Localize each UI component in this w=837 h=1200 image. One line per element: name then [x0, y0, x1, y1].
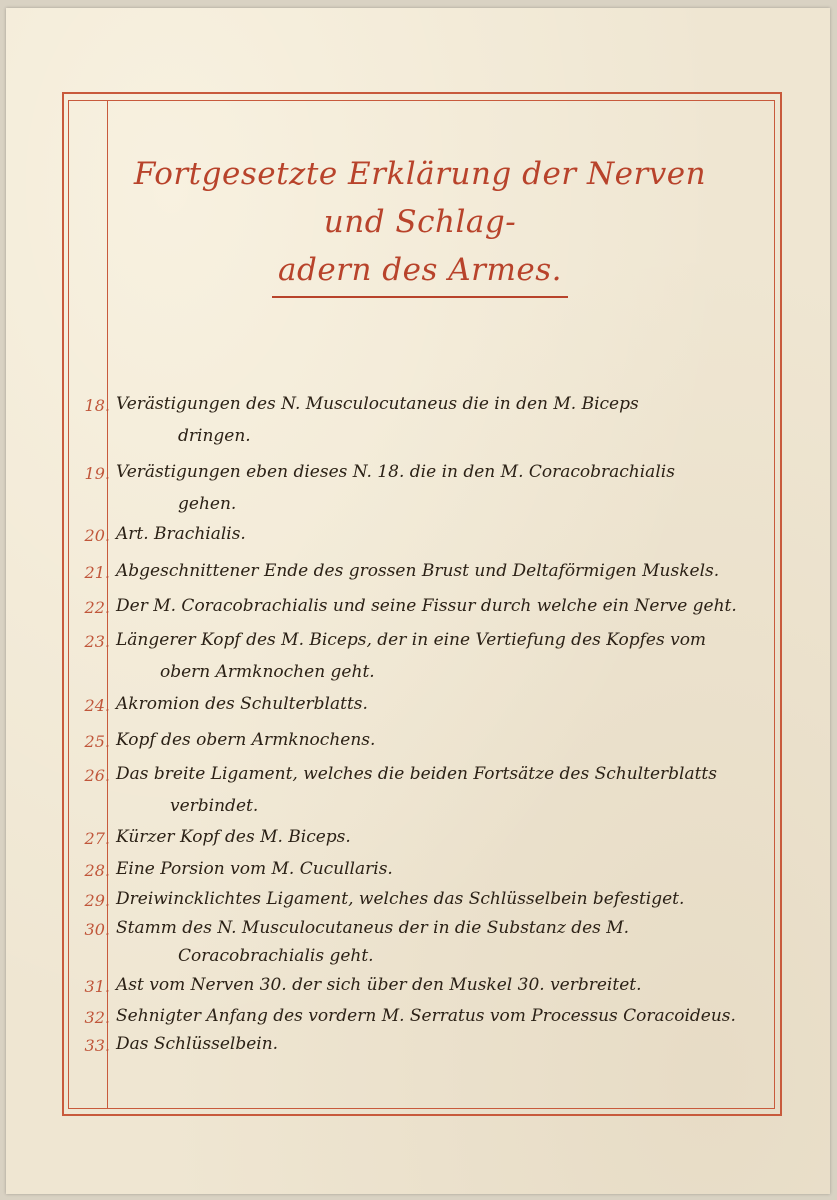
entry-text: Das breite Ligament, welches die beiden Fortsätze des Schulterblatts [116, 764, 717, 784]
entry-text: Eine Porsion vom M. Cucullaris. [116, 859, 393, 879]
entry-number: 21. [84, 563, 110, 582]
entry-number: 27. [84, 829, 110, 848]
entry-number: 26. [84, 766, 110, 785]
entry-text: Dreiwincklichtes Ligament, welches das Schlüsselbein befestiget. [116, 889, 685, 909]
entry-continuation: obern Armknochen geht. [160, 662, 375, 682]
entry-text: Verästigungen eben dieses N. 18. die in den M. Coracobrachialis [116, 462, 675, 482]
entry-number: 30. [84, 920, 110, 939]
entry-text: Stamm des N. Musculocutaneus der in die Substanz des M. [116, 918, 630, 938]
entry-continuation: Coracobrachialis geht. [178, 946, 374, 966]
entry-number: 18. [84, 396, 110, 415]
entry-text: Sehnigter Anfang des vordern M. Serratus vom Processus Coracoideus. [116, 1006, 736, 1026]
entry-text: Akromion des Schulterblatts. [116, 694, 368, 714]
entry-number: 25. [84, 732, 110, 751]
entry-continuation: verbindet. [170, 796, 259, 816]
entry-number: 23. [84, 632, 110, 651]
entry-text: Kürzer Kopf des M. Biceps. [116, 827, 351, 847]
entry-text: Ast vom Nerven 30. der sich über den Muskel 30. verbreitet. [116, 975, 642, 995]
entry-number: 22. [84, 598, 110, 617]
entry-text: Verästigungen des N. Musculocutaneus die in den M. Biceps [116, 394, 639, 414]
entry-number: 29. [84, 891, 110, 910]
entry-text: Abgeschnittener Ende des grossen Brust und Deltaförmigen Muskels. [116, 561, 720, 581]
entry-text: Der M. Coracobrachialis und seine Fissur durch welche ein Nerve geht. [116, 596, 737, 616]
title-line-1: Fortgesetzte Erklärung der Nerven und Schlag- [133, 156, 707, 240]
entry-number: 24. [84, 696, 110, 715]
entry-continuation: dringen. [178, 426, 251, 446]
entry-number: 31. [84, 977, 110, 996]
entry-number: 33. [84, 1036, 110, 1055]
entry-number: 32. [84, 1008, 110, 1027]
entry-text: Längerer Kopf des M. Biceps, der in eine Vertiefung des Kopfes vom [116, 630, 707, 650]
entry-text: Das Schlüsselbein. [116, 1034, 279, 1054]
entry-number: 19. [84, 464, 110, 483]
entry-text: Kopf des obern Armknochens. [116, 730, 376, 750]
entry-number: 28. [84, 861, 110, 880]
title-line-2: adern des Armes. [272, 246, 568, 298]
entry-text: Art. Brachialis. [116, 524, 246, 544]
entry-continuation: gehen. [178, 494, 237, 514]
entry-number: 20. [84, 526, 110, 545]
